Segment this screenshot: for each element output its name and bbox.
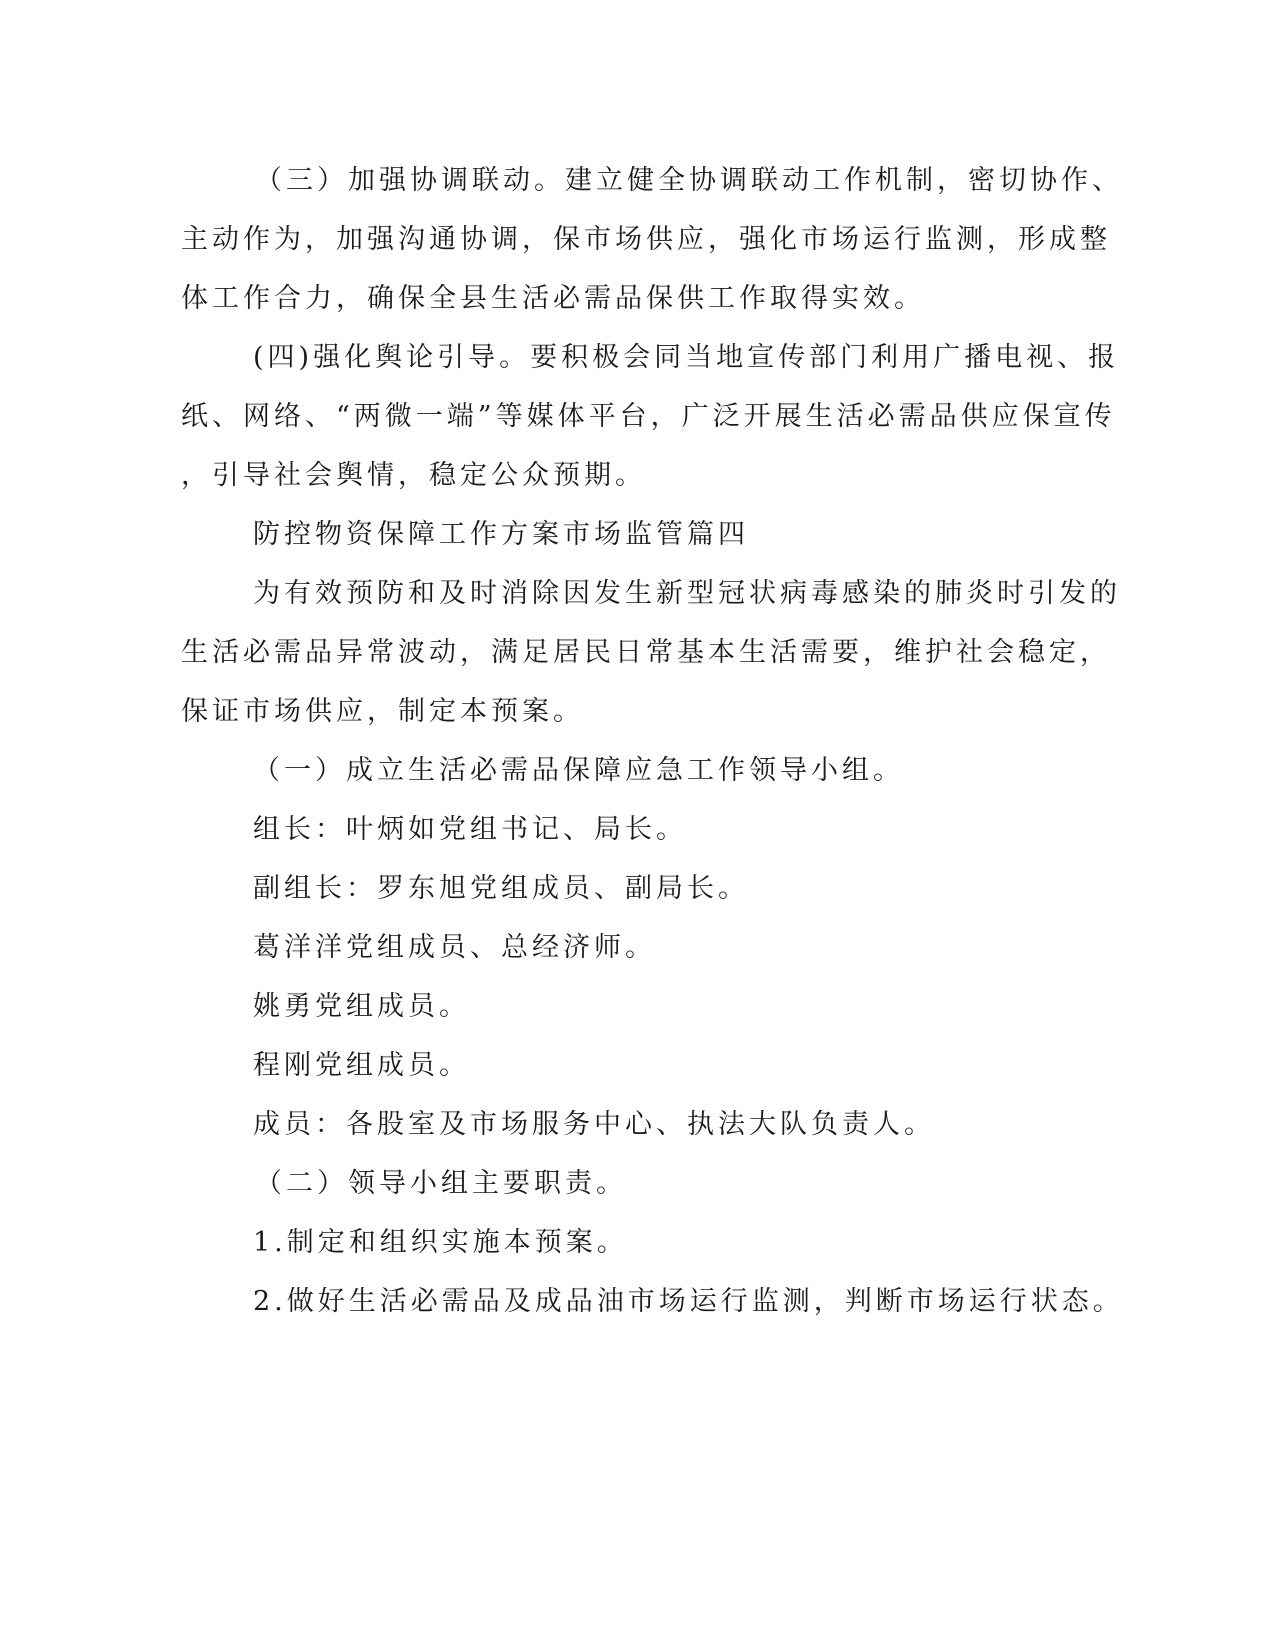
text-line-9: 生活必需品异常波动，满足居民日常基本生活需要，维护社会稳定， — [181, 637, 1111, 668]
text-line-16: 程刚党组成员。 — [253, 1050, 470, 1081]
text-line-11: （一）成立生活必需品保障应急工作领导小组。 — [253, 755, 904, 786]
text-line-8: 为有效预防和及时消除因发生新型冠状病毒感染的肺炎时引发的 — [253, 578, 1121, 609]
text-line-15: 姚勇党组成员。 — [253, 991, 470, 1022]
text-line-2: 主动作为，加强沟通协调，保市场供应，强化市场运行监测，形成整 — [181, 224, 1111, 255]
text-line-12: 组长：叶炳如党组书记、局长。 — [253, 814, 687, 845]
text-line-20: 2.做好生活必需品及成品油市场运行监测，判断市场运行状态。 — [253, 1286, 1124, 1317]
text-line-18: （二）领导小组主要职责。 — [255, 1168, 627, 1199]
text-line-14: 葛洋洋党组成员、总经济师。 — [253, 932, 656, 963]
text-line-3: 体工作合力，确保全县生活必需品保供工作取得实效。 — [181, 283, 925, 314]
text-line-13: 副组长：罗东旭党组成员、副局长。 — [253, 873, 749, 904]
text-line-10: 保证市场供应，制定本预案。 — [181, 696, 584, 727]
text-line-19: 1.制定和组织实施本预案。 — [253, 1227, 628, 1258]
text-line-17: 成员：各股室及市场服务中心、执法大队负责人。 — [253, 1109, 935, 1140]
text-line-4: (四)强化舆论引导。要积极会同当地宣传部门利用广播电视、报 — [253, 342, 1120, 373]
section-heading: 防控物资保障工作方案市场监管篇四 — [253, 519, 749, 550]
text-line-6: ，引导社会舆情，稳定公众预期。 — [181, 460, 646, 491]
text-line-1: （三）加强协调联动。建立健全协调联动工作机制，密切协作、 — [255, 165, 1123, 196]
text-line-5: 纸、网络、“两微一端”等媒体平台，广泛开展生活必需品供应保宣传 — [181, 401, 1116, 432]
